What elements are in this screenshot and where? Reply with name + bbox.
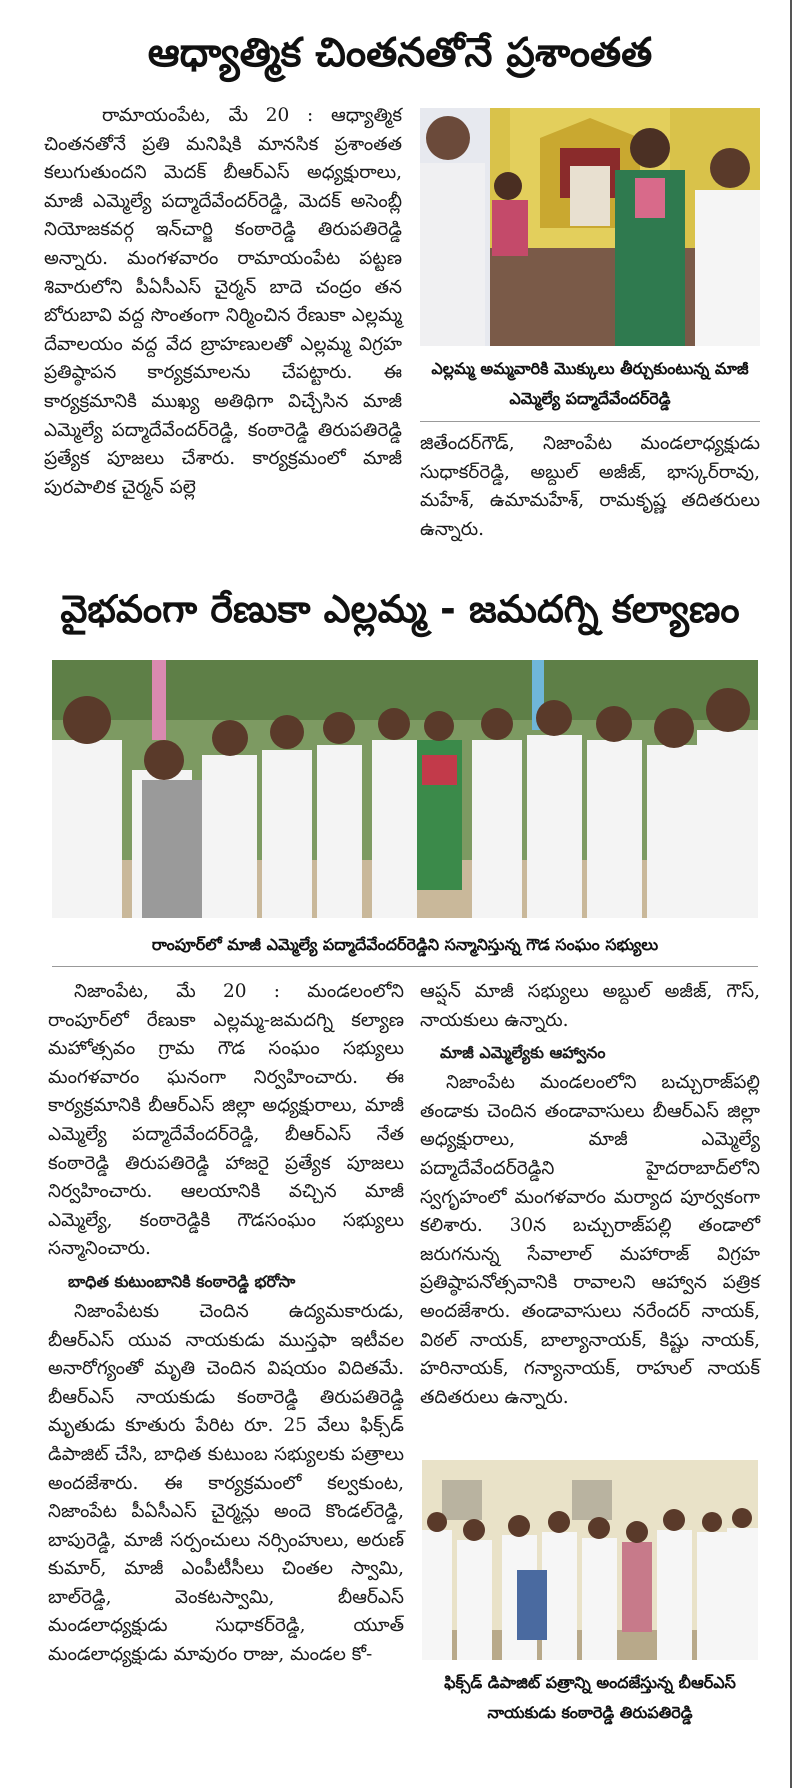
photo-fixed-deposit-caption: ఫిక్స్‌డ్ డిపాజిట్ పత్రాన్ని అందజేస్తున్న బీఆర్ఎస్ నాయకుడు కంఠారెడ్డి తిరుపతిరెడ్డి — [444, 1673, 736, 1722]
photo-fixed-deposit-image — [422, 1460, 758, 1660]
caption-rule-2 — [52, 966, 758, 967]
photo-goud-sangham-felicitation — [52, 660, 758, 918]
article2-body-right-text-2: నిజాంపేట మండలంలోని బచ్చురాజ్‌పల్లి తండాకు చెందిన తండావాసులు బీఆర్ఎస్ జిల్లా అధ్యక్షురాలు, మాజీ ఎమ్మెల్యే పద్మాదేవేందర్‌రెడ్డిని హైదరాబాద్‌లోని స్వగృహంలో మంగళవారం మర్యాద పూర్వకంగా కలిశారు. 30న బచ్చురాజ్‌పల్లి తండాలో జరుగనున్న సేవాలాల్ మహారాజ్ విగ్రహ ప్రతిష్ఠాపనోత్సవానికి రావాలని ఆహ్వాన పత్రిక అందజేశారు. తండావాసులు నరేందర్ నాయక్, విఠల్ నాయక్, బాల్యానాయక్, కిష్టు నాయక్, హరినాయక్, గన్యానాయక్, రాహుల్ నాయక్ తదితరులు ఉన్నారు. — [420, 1072, 760, 1408]
article1-body-continued — [420, 430, 760, 544]
article2-body-right-text: ఆప్షన్ మాజీ సభ్యులు అబ్దుల్ అజీజ్, గౌస్, నాయకులు ఉన్నారు. — [420, 981, 760, 1031]
article2-body-left-text-2: నిజాంపేటకు చెందిన ఉద్యమకారుడు, బీఆర్ఎస్ యువ నాయకుడు ముస్తఫా ఇటీవల అనారోగ్యంతో మృతి చెందిన విషయం విదితమే. బీఆర్ఎస్ నాయకుడు కంఠారెడ్డి తిరుపతిరెడ్డి మృతుడు కూతురు పేరిట రూ. 25 వేలు ఫిక్స్‌డ్ డిపాజిట్ చేసి, బాధిత కుటుంబ సభ్యులకు పత్రాలు అందజేశారు. ఈ కార్యక్రమంలో కల్వకుంట, నిజాంపేట పీఏసీఎస్ చైర్మన్లు అందె కొండల్‌రెడ్డి, బాపురెడ్డి, మాజీ సర్పంచులు నర్సింహులు, అరుణ్ కుమార్, మాజీ ఎంపీటీసీలు చింతల స్వామి, బాల్‌రెడ్డి, వెంకటస్వామి, బీఆర్ఎస్ మండలాధ్యక్షుడు సుధాకర్‌రెడ్డి, యూత్ మండలాధ్యక్షుడు మావురం రాజు, మండల కో- — [48, 1300, 404, 1666]
article2-body-left-text: నిజాంపేట, మే 20 : మండలంలోని రాంపూర్‌లో రేణుకా ఎల్లమ్మ-జమదగ్ని కల్యాణ మహోత్సవం గ్రామ గౌడ సంఘం సభ్యులు మంగళవారం ఘనంగా నిర్వహించారు. ఈ కార్యక్రమానికి బీఆర్ఎస్ జిల్లా అధ్యక్షురాలు, మాజీ ఎమ్మెల్యే పద్మాదేవేందర్‌రెడ్డి, బీఆర్ఎస్ నేత కంఠారెడ్డి తిరుపతిరెడ్డి హాజరై ప్రత్యేక పూజలు నిర్వహించారు. ఆలయానికి వచ్చిన మాజీ ఎమ్మెల్యే, కంఠారెడ్డికి గౌడసంఘం సభ్యులు సన్మానించారు. — [48, 981, 404, 1260]
article2-body-right — [420, 978, 760, 1412]
photo-fixed-deposit — [422, 1460, 758, 1660]
photo-temple-worship — [420, 108, 760, 346]
article2-body-left — [48, 978, 404, 1670]
article1-body-text: రామాయంపేట, మే 20 : ఆధ్యాత్మిక చింతనతోనే ప్రతి మనిషికి మానసిక ప్రశాంతత కలుగుతుందని మెదక్ బీఆర్ఎస్ అధ్యక్షురాలు, మాజీ ఎమ్మెల్యే పద్మాదేవేందర్‌రెడ్డి, మెదక్ అసెంబ్లీ నియోజకవర్గ ఇన్‌చార్జి కంఠారెడ్డి తిరుపతిరెడ్డి అన్నారు. మంగళవారం రామాయంపేట పట్టణ శివారులోని పీఏసీఎస్ చైర్మన్ బాదె చంద్రం తన బోరుబావి వద్ద సొంతంగా నిర్మించిన రేణుకా ఎల్లమ్మ దేవాలయం వద్ద వేద బ్రాహణులతో ఎల్లమ్మ విగ్రహ ప్రతిష్ఠాపన కార్యక్రమాలను చేపట్టారు. ఈ కార్యక్రమానికి ముఖ్య అతిథిగా విచ్చేసిన మాజీ ఎమ్మెల్యే పద్మాదేవేందర్‌రెడ్డి, కంఠారెడ్డి తిరుపతిరెడ్డి ప్రత్యేక పూజలు చేశారు. కార్యక్రమంలో మాజీ పురపాలిక చైర్మన్ పల్లె — [44, 105, 402, 498]
photo-goud-sangham-caption: రాంపూర్‌లో మాజీ ఎమ్మెల్యే పద్మాదేవేందర్‌రెడ్డిని సన్మానిస్తున్న గౌడ సంఘం సభ్యులు — [151, 935, 659, 954]
column-rule — [790, 0, 792, 1788]
photo-goud-sangham-felicitation-image — [52, 660, 758, 918]
headline-1: ఆధ్యాత్మిక చింతనతోనే ప్రశాంతత — [147, 30, 653, 76]
caption-rule — [420, 421, 760, 422]
article1-body-continued-text: జితేందర్‌గౌడ్, నిజాంపేట మండలాధ్యక్షుడు సుధాకర్‌రెడ్డి, అబ్దుల్ అజీజ్, భాస్కర్‌రావు, మహేశ్, ఉమామహేశ్, రామకృష్ణ తదితరులు ఉన్నారు. — [420, 433, 760, 540]
subhead-family-support: బాధిత కుటుంబానికి కంఠారెడ్డి భరోసా — [68, 1271, 296, 1291]
headline-2: వైభవంగా రేణుకా ఎల్లమ్మ - జమదగ్ని కల్యాణం — [60, 587, 740, 631]
article1-body — [44, 102, 402, 502]
photo-temple-worship-image — [420, 108, 760, 346]
photo-temple-worship-caption: ఎల్లమ్మ అమ్మవారికి మొక్కులు తీర్చుకుంటున్న మాజీ ఎమ్మెల్యే పద్మాదేవేందర్‌రెడ్డి — [431, 359, 749, 408]
subhead-invitation: మాజీ ఎమ్మెల్యేకు ఆహ్వానం — [440, 1043, 606, 1063]
